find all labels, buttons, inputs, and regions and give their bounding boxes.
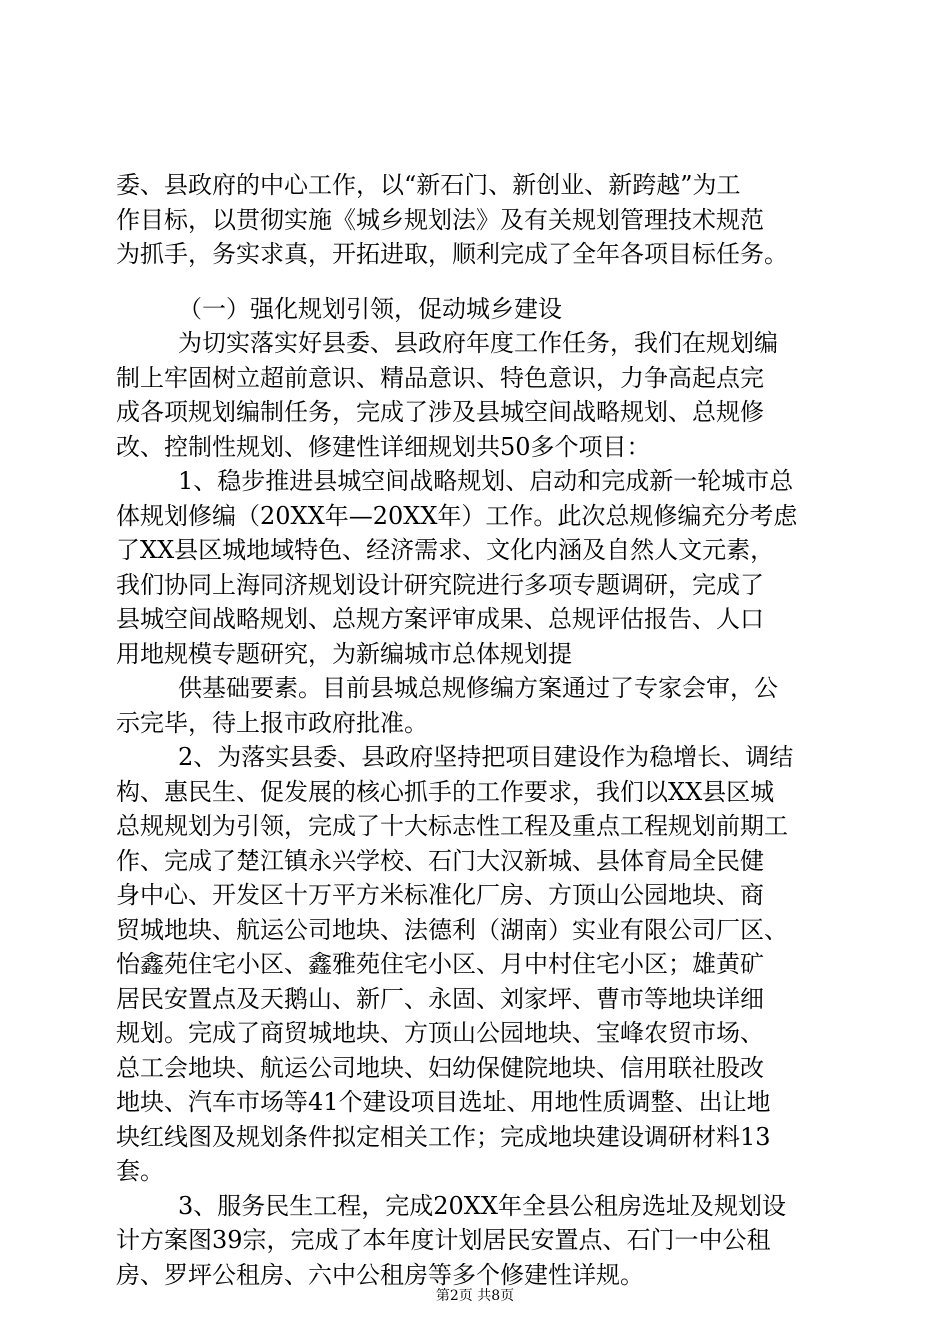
text-line: 了XX县区城地域特色、经济需求、文化内涵及自然人文元素， xyxy=(116,536,775,564)
text-line: 构、惠民生、促发展的核心抓手的工作要求，我们以XX县区城 xyxy=(116,777,775,806)
text-line: 制上牢固树立超前意识、精品意识、特色意识，力争高起点完 xyxy=(116,363,764,392)
text-line: 房、罗坪公租房、六中公租房等多个修建性详规。 xyxy=(116,1260,644,1289)
text-line: 3、服务民生工程，完成20XX年全县公租房选址及规划设 xyxy=(178,1191,786,1220)
text-line: 计方案图39宗，完成了本年度计划居民安置点、石门一中公租 xyxy=(116,1226,771,1254)
text-line: 县城空间战略规划、总规方案评审成果、总规评估报告、人口 xyxy=(116,605,764,633)
text-line: 作目标，以贯彻实施《城乡规划法》及有关规划管理技术规范 xyxy=(116,205,764,234)
page-footer: 第2页 共8页 xyxy=(435,1288,515,1304)
text-line: 块红线图及规划条件拟定相关工作；完成地块建设调研材料13 xyxy=(116,1122,771,1151)
text-line: 为抓手，务实求真，开拓进取，顺利完成了全年各项目标任务。 xyxy=(116,240,788,268)
text-line: 供基础要素。目前县城总规修编方案通过了专家会审，公 xyxy=(178,674,778,702)
text-line: 作、完成了楚江镇永兴学校、石门大汉新城、县体育局全民健 xyxy=(116,846,764,875)
text-line: 改、控制性规划、修建性详细规划共50多个项目： xyxy=(116,432,651,461)
text-line: 示完毕，待上报市政府批准。 xyxy=(116,708,428,737)
text-line: 用地规模专题研究，为新编城市总体规划提 xyxy=(116,639,572,668)
text-line: 我们协同上海同济规划设计研究院进行多项专题调研，完成了 xyxy=(116,570,764,599)
text-line: 怡鑫苑住宅小区、鑫雅苑住宅小区、月中村住宅小区；雄黄矿 xyxy=(116,950,764,978)
text-line: 居民安置点及天鹅山、新厂、永固、刘家坪、曹市等地块详细 xyxy=(116,984,764,1013)
text-line: 为切实落实好县委、县政府年度工作任务，我们在规划编 xyxy=(178,329,778,357)
body-text xyxy=(116,168,846,1292)
text-line: 身中心、开发区十万平方米标准化厂房、方顶山公园地块、商 xyxy=(116,881,764,909)
text-line: 总规规划为引领，完成了十大标志性工程及重点工程规划前期工 xyxy=(116,812,788,840)
text-line: 总工会地块、航运公司地块、妇幼保健院地块、信用联社股改 xyxy=(116,1053,764,1082)
text-line: 2、为落实县委、县政府坚持把项目建设作为稳增长、调结 xyxy=(178,743,794,771)
text-line: 委、县政府的中心工作，以“新石门、新创业、新跨越”为工 xyxy=(116,171,741,199)
section-heading: （一）强化规划引领，促动城乡建设 xyxy=(178,294,562,323)
paragraph-gap xyxy=(116,272,846,292)
text-line: 1、稳步推进县城空间战略规划、启动和完成新一轮城市总 xyxy=(178,467,794,495)
text-line: 贸城地块、航运公司地块、法德利（湖南）实业有限公司厂区、 xyxy=(116,915,788,944)
text-line: 地块、汽车市场等41个建设项目选址、用地性质调整、出让地 xyxy=(116,1088,771,1116)
text-line: 成各项规划编制任务，完成了涉及县城空间战略规划、总规修 xyxy=(116,398,764,426)
text-line: 套。 xyxy=(116,1157,164,1185)
text-line: 规划。完成了商贸城地块、方顶山公园地块、宝峰农贸市场、 xyxy=(116,1019,764,1047)
text-line: 体规划修编（20XX年—20XX年）工作。此次总规修编充分考虑 xyxy=(116,501,798,530)
